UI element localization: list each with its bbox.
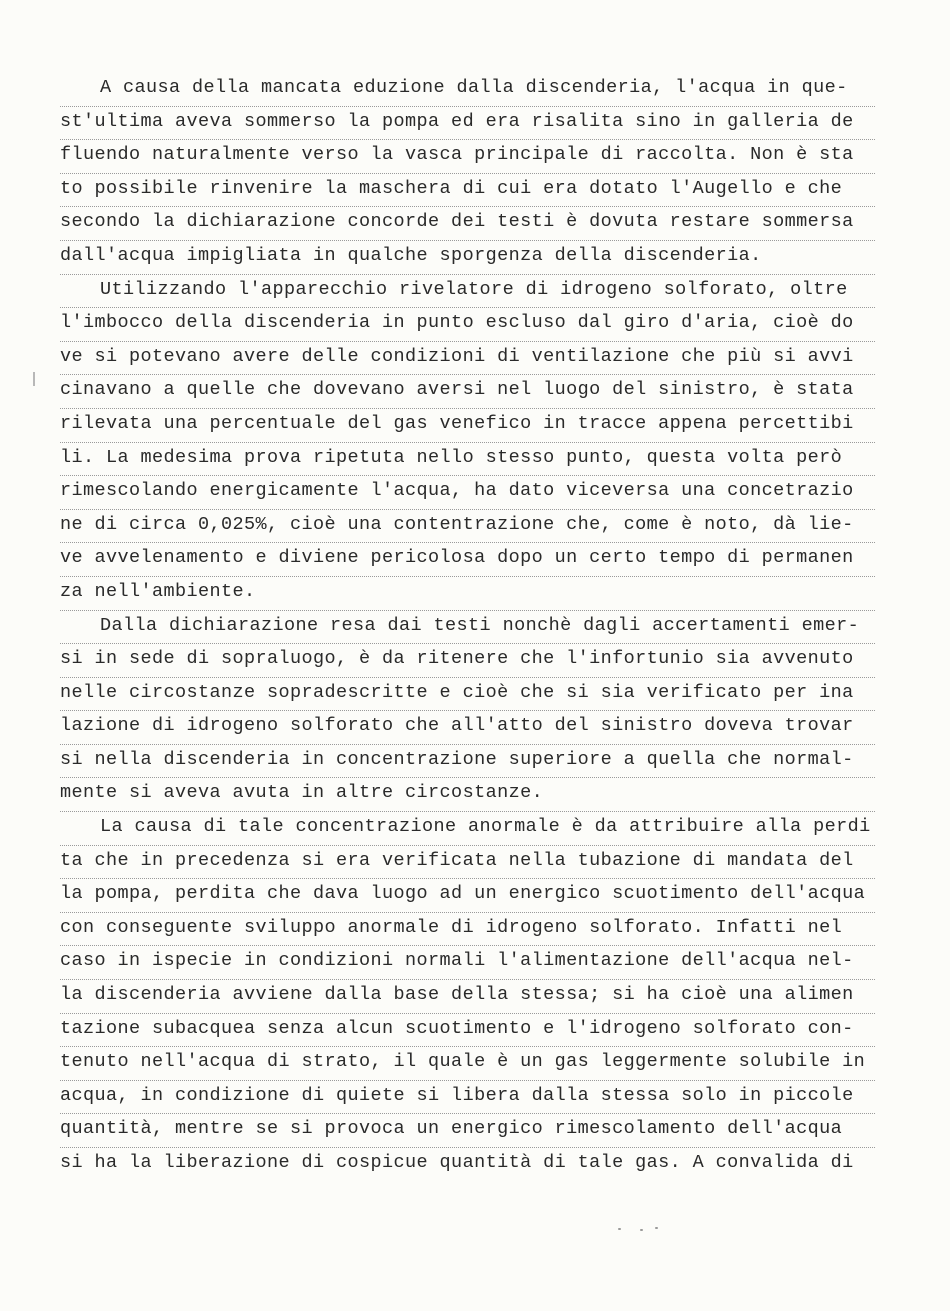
document-body <box>60 73 875 1182</box>
text-line: lazione di idrogeno solforato che all'atto del sinistro doveva trovar <box>60 711 875 745</box>
text-line: mente si aveva avuta in altre circostanze. <box>60 778 875 812</box>
text-line: to possibile rinvenire la maschera di cui era dotato l'Augello e che <box>60 174 875 208</box>
text-line: fluendo naturalmente verso la vasca principale di raccolta. Non è sta <box>60 140 875 174</box>
text-line: con conseguente sviluppo anormale di idrogeno solforato. Infatti nel <box>60 913 875 947</box>
text-line: ne di circa 0,025%, cioè una contentrazione che, come è noto, dà lie- <box>60 510 875 544</box>
text-line: secondo la dichiarazione concorde dei testi è dovuta restare sommersa <box>60 207 875 241</box>
text-line: rimescolando energicamente l'acqua, ha dato viceversa una concetrazio <box>60 476 875 510</box>
text-line: si nella discenderia in concentrazione superiore a quella che normal- <box>60 745 875 779</box>
ink-speck <box>640 1229 643 1231</box>
text-line: Utilizzando l'apparecchio rivelatore di idrogeno solforato, oltre <box>60 275 875 309</box>
text-line: st'ultima aveva sommerso la pompa ed era risalita sino in galleria de <box>60 107 875 141</box>
text-line: ve si potevano avere delle condizioni di ventilazione che più si avvi <box>60 342 875 376</box>
text-line: A causa della mancata eduzione dalla discenderia, l'acqua in que- <box>60 73 875 107</box>
text-line: tazione subacquea senza alcun scuotimento e l'idrogeno solforato con- <box>60 1014 875 1048</box>
text-line: l'imbocco della discenderia in punto escluso dal giro d'aria, cioè do <box>60 308 875 342</box>
text-line: si in sede di sopraluogo, è da ritenere che l'infortunio sia avvenuto <box>60 644 875 678</box>
text-line: nelle circostanze sopradescritte e cioè che si sia verificato per ina <box>60 678 875 712</box>
margin-mark <box>33 372 35 386</box>
text-line: caso in ispecie in condizioni normali l'alimentazione dell'acqua nel- <box>60 946 875 980</box>
text-line: quantità, mentre se si provoca un energico rimescolamento dell'acqua <box>60 1114 875 1148</box>
text-line: ve avvelenamento e diviene pericolosa dopo un certo tempo di permanen <box>60 543 875 577</box>
text-line: cinavano a quelle che dovevano aversi nel luogo del sinistro, è stata <box>60 375 875 409</box>
text-line: si ha la liberazione di cospicue quantità di tale gas. A convalida di <box>60 1152 854 1173</box>
text-line: la discenderia avviene dalla base della stessa; si ha cioè una alimen <box>60 980 875 1014</box>
text-line: la pompa, perdita che dava luogo ad un energico scuotimento dell'acqua <box>60 879 875 913</box>
text-line: za nell'ambiente. <box>60 577 875 611</box>
text-line: li. La medesima prova ripetuta nello stesso punto, questa volta però <box>60 443 875 477</box>
text-line: La causa di tale concentrazione anormale è da attribuire alla perdi <box>60 812 875 846</box>
text-line: dall'acqua impigliata in qualche sporgenza della discenderia. <box>60 241 875 275</box>
text-line: ta che in precedenza si era verificata nella tubazione di mandata del <box>60 846 875 880</box>
text-line: acqua, in condizione di quiete si libera dalla stessa solo in piccole <box>60 1081 875 1115</box>
text-line: Dalla dichiarazione resa dai testi nonchè dagli accertamenti emer- <box>60 611 875 645</box>
text-line: tenuto nell'acqua di strato, il quale è un gas leggermente solubile in <box>60 1047 875 1081</box>
ink-speck <box>618 1228 621 1230</box>
ink-speck <box>655 1227 658 1229</box>
text-line: rilevata una percentuale del gas venefico in tracce appena percettibi <box>60 409 875 443</box>
